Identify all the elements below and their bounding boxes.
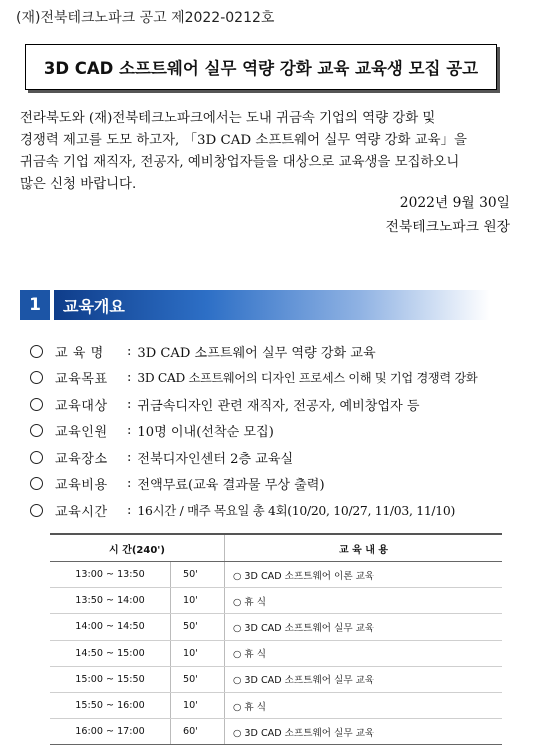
- table-row: [50, 614, 502, 640]
- row-duration: 10': [171, 588, 225, 614]
- row-duration: 50': [171, 666, 225, 692]
- header-content: 교 육 내 용: [225, 534, 503, 562]
- row-content: ○ 휴 식: [225, 588, 503, 614]
- row-duration: 10': [171, 692, 225, 718]
- row-duration: 50': [171, 614, 225, 640]
- info-value: 전액무료(교육 결과물 무상 출력): [137, 478, 325, 494]
- colon: :: [127, 476, 132, 492]
- table-row: [50, 666, 502, 692]
- colon: :: [127, 449, 132, 465]
- info-label: 교육장소: [55, 451, 108, 467]
- table-row: [50, 588, 502, 614]
- info-item-time: [30, 497, 530, 524]
- signer: 전북테크노파크 원장: [385, 219, 510, 235]
- info-label: 교육인원: [55, 425, 108, 441]
- row-time: 13:50 ~ 14:00: [50, 588, 171, 614]
- row-duration: 60': [171, 719, 225, 745]
- table-header-row: [50, 534, 502, 562]
- info-value: 3D CAD 소프트웨어의 디자인 프로세스 이해 및 기업 경쟁력 강화: [137, 371, 478, 386]
- colon: :: [127, 343, 132, 359]
- info-item-location: [30, 444, 530, 471]
- row-content: ○ 3D CAD 소프트웨어 실무 교육: [225, 666, 503, 692]
- row-time: 16:00 ~ 17:00: [50, 719, 171, 745]
- row-content: ○ 휴 식: [225, 692, 503, 718]
- announcement-date: 2022년 9월 30일: [399, 195, 510, 211]
- document-number: (재)전북테크노파크 공고 제2022-0212호: [16, 10, 275, 26]
- row-content: ○ 3D CAD 소프트웨어 실무 교육: [225, 614, 503, 640]
- header-time: 시 간(240'): [50, 534, 225, 562]
- info-value: 귀금속디자인 관련 재직자, 전공자, 예비창업자 등: [137, 398, 420, 414]
- row-time: 15:50 ~ 16:00: [50, 692, 171, 718]
- circle-bullet-icon: [30, 371, 43, 384]
- intro-line: 전라북도와 (재)전북테크노파크에서는 도내 귀금속 기업의 역량 강화 및: [20, 111, 436, 126]
- section-number: 1: [20, 290, 50, 320]
- intro-line: 경쟁력 제고를 도모 하고자, 「3D CAD 소프트웨어 실무 역량 강화 교육」을: [20, 133, 467, 148]
- info-item-goal: [30, 365, 530, 392]
- intro-line: 많은 신청 바랍니다.: [20, 177, 137, 192]
- colon: :: [127, 502, 132, 518]
- circle-bullet-icon: [30, 451, 43, 464]
- section-header: [20, 290, 490, 320]
- row-content: ○ 3D CAD 소프트웨어 이론 교육: [225, 562, 503, 588]
- row-time: 15:00 ~ 15:50: [50, 666, 171, 692]
- intro-line: 귀금속 기업 재직자, 전공자, 예비창업자들을 대상으로 교육생을 모집하오니: [20, 155, 460, 170]
- row-content: ○ 3D CAD 소프트웨어 실무 교육: [225, 719, 503, 745]
- circle-bullet-icon: [30, 398, 43, 411]
- info-label: 교육시간: [55, 504, 108, 520]
- info-item-target: [30, 391, 530, 418]
- info-value: 3D CAD 소프트웨어 실무 역량 강화 교육: [137, 345, 376, 361]
- table-row: [50, 719, 502, 745]
- info-label: 교육비용: [55, 478, 108, 494]
- announcement-title: 3D CAD 소프트웨어 실무 역량 강화 교육 교육생 모집 공고: [25, 44, 497, 90]
- info-label: 교 육 명: [55, 345, 104, 361]
- info-value: 전북디자인센터 2층 교육실: [137, 451, 294, 467]
- circle-bullet-icon: [30, 424, 43, 437]
- colon: :: [127, 396, 132, 412]
- table-row: [50, 692, 502, 718]
- circle-bullet-icon: [30, 345, 43, 358]
- info-label: 교육목표: [55, 372, 108, 388]
- info-item-cost: [30, 471, 530, 498]
- table-row: [50, 562, 502, 588]
- colon: :: [127, 423, 132, 439]
- row-time: 14:50 ~ 15:00: [50, 640, 171, 666]
- row-content: ○ 휴 식: [225, 640, 503, 666]
- info-label: 교육대상: [55, 398, 108, 414]
- schedule-table: [50, 533, 502, 745]
- row-duration: 10': [171, 640, 225, 666]
- row-time: 14:00 ~ 14:50: [50, 614, 171, 640]
- info-list: [30, 338, 530, 524]
- circle-bullet-icon: [30, 504, 43, 517]
- intro-paragraph: [20, 108, 526, 196]
- row-time: 13:00 ~ 13:50: [50, 562, 171, 588]
- colon: :: [127, 370, 132, 386]
- signature-block: [386, 191, 510, 239]
- info-item-name: [30, 338, 530, 365]
- info-item-capacity: [30, 418, 530, 445]
- row-duration: 50': [171, 562, 225, 588]
- table-row: [50, 640, 502, 666]
- section-title: 교육개요: [54, 290, 490, 320]
- info-value: 16시간 / 매주 목요일 총 4회(10/20, 10/27, 11/03, 11/10): [137, 503, 455, 519]
- circle-bullet-icon: [30, 477, 43, 490]
- info-value: 10명 이내(선착순 모집): [137, 425, 274, 441]
